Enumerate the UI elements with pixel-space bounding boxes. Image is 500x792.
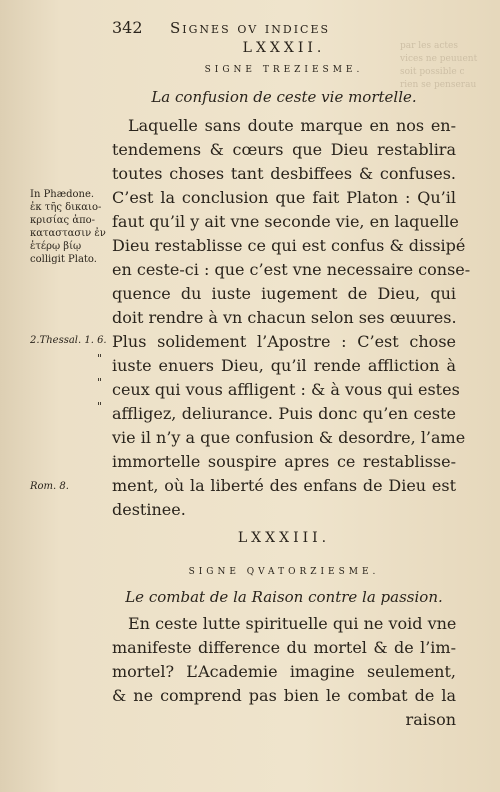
text-line: en ceste-ci : que c’est vne necessaire conse- bbox=[112, 260, 471, 279]
text-line: Dieu restablisse ce qui est confus & dissipé bbox=[112, 236, 466, 255]
text-line: ceux qui vous affligent : & à vous qui estes bbox=[112, 380, 460, 399]
section-subtitle: SIGNE QVATORZIESME. bbox=[188, 567, 380, 577]
section-heading: La confusion de ceste vie mortelle. bbox=[151, 88, 417, 106]
margin-line: ἑτέρῳ βίῳ bbox=[30, 241, 82, 252]
catchword: raison bbox=[405, 710, 456, 729]
bleed-through-text: par les actes vices ne peuuent soit possible c rien se penserau bbox=[400, 41, 478, 90]
text-line: iuste enuers Dieu, qu’il rende affliction à bbox=[112, 356, 456, 375]
text-line: destinee. bbox=[112, 500, 186, 519]
section-subtitle: SIGNE TREZIESME. bbox=[204, 65, 364, 75]
page-header bbox=[112, 18, 472, 40]
section-numeral: LXXXII. bbox=[242, 40, 326, 56]
margin-line: κρισίας ἀπο- bbox=[30, 215, 96, 226]
text-line: Plus solidement l’Apostre : C’est chose bbox=[112, 332, 456, 351]
margin-note-rom: Rom. 8. bbox=[30, 481, 69, 492]
margin-line: colligit Plato. bbox=[30, 254, 97, 265]
text-line: faut qu’il y ait vne seconde vie, en laquelle bbox=[112, 212, 459, 231]
section-numeral: LXXXIII. bbox=[237, 530, 331, 546]
page-number: 342 bbox=[112, 18, 143, 37]
margin-note-thess: 2.Thessal. 1. 6. bbox=[30, 335, 107, 346]
text-line: Laquelle sans doute marque en nos en- bbox=[128, 116, 456, 135]
text-line: quence du iuste iugement de Dieu, qui bbox=[112, 284, 456, 303]
text-line: toutes choses tant desbiffees & confuses. bbox=[112, 164, 456, 183]
text-line: affligez, deliurance. Puis donc qu’en ceste bbox=[112, 404, 456, 423]
section-heading: Le combat de la Raison contre la passion. bbox=[125, 588, 443, 606]
text-line: immortelle souspire apres ce restablisse- bbox=[112, 452, 456, 471]
text-line: manifeste difference du mortel & de l’im- bbox=[112, 638, 456, 657]
quote-mark: " bbox=[97, 376, 103, 389]
text-line: vie il n’y a que confusion & desordre, l’ame bbox=[112, 428, 466, 447]
margin-note-phaedone bbox=[30, 188, 110, 266]
text-line: & ne comprend pas bien le combat de la bbox=[112, 686, 456, 705]
running-title: Signes ov indices bbox=[170, 19, 331, 37]
quote-mark: " bbox=[97, 400, 103, 413]
text-line: C’est la conclusion que fait Platon : Qu’il bbox=[112, 188, 456, 207]
margin-line: ἐκ τῆς δικαιο- bbox=[30, 202, 102, 213]
text-line: tendemens & cœurs que Dieu restablira bbox=[112, 140, 456, 159]
text-line: doit rendre à vn chacun selon ses œuures. bbox=[112, 308, 457, 327]
text-line: mortel? L’Academie imagine seulement, bbox=[112, 662, 456, 681]
text-line: En ceste lutte spirituelle qui ne void vne bbox=[128, 614, 457, 633]
margin-line: In Phædone. bbox=[30, 189, 95, 200]
quote-mark: " bbox=[97, 352, 103, 365]
text-line: ment, où la liberté des enfans de Dieu est bbox=[112, 476, 456, 495]
margin-line: καταστασιν ἐν bbox=[30, 228, 106, 239]
